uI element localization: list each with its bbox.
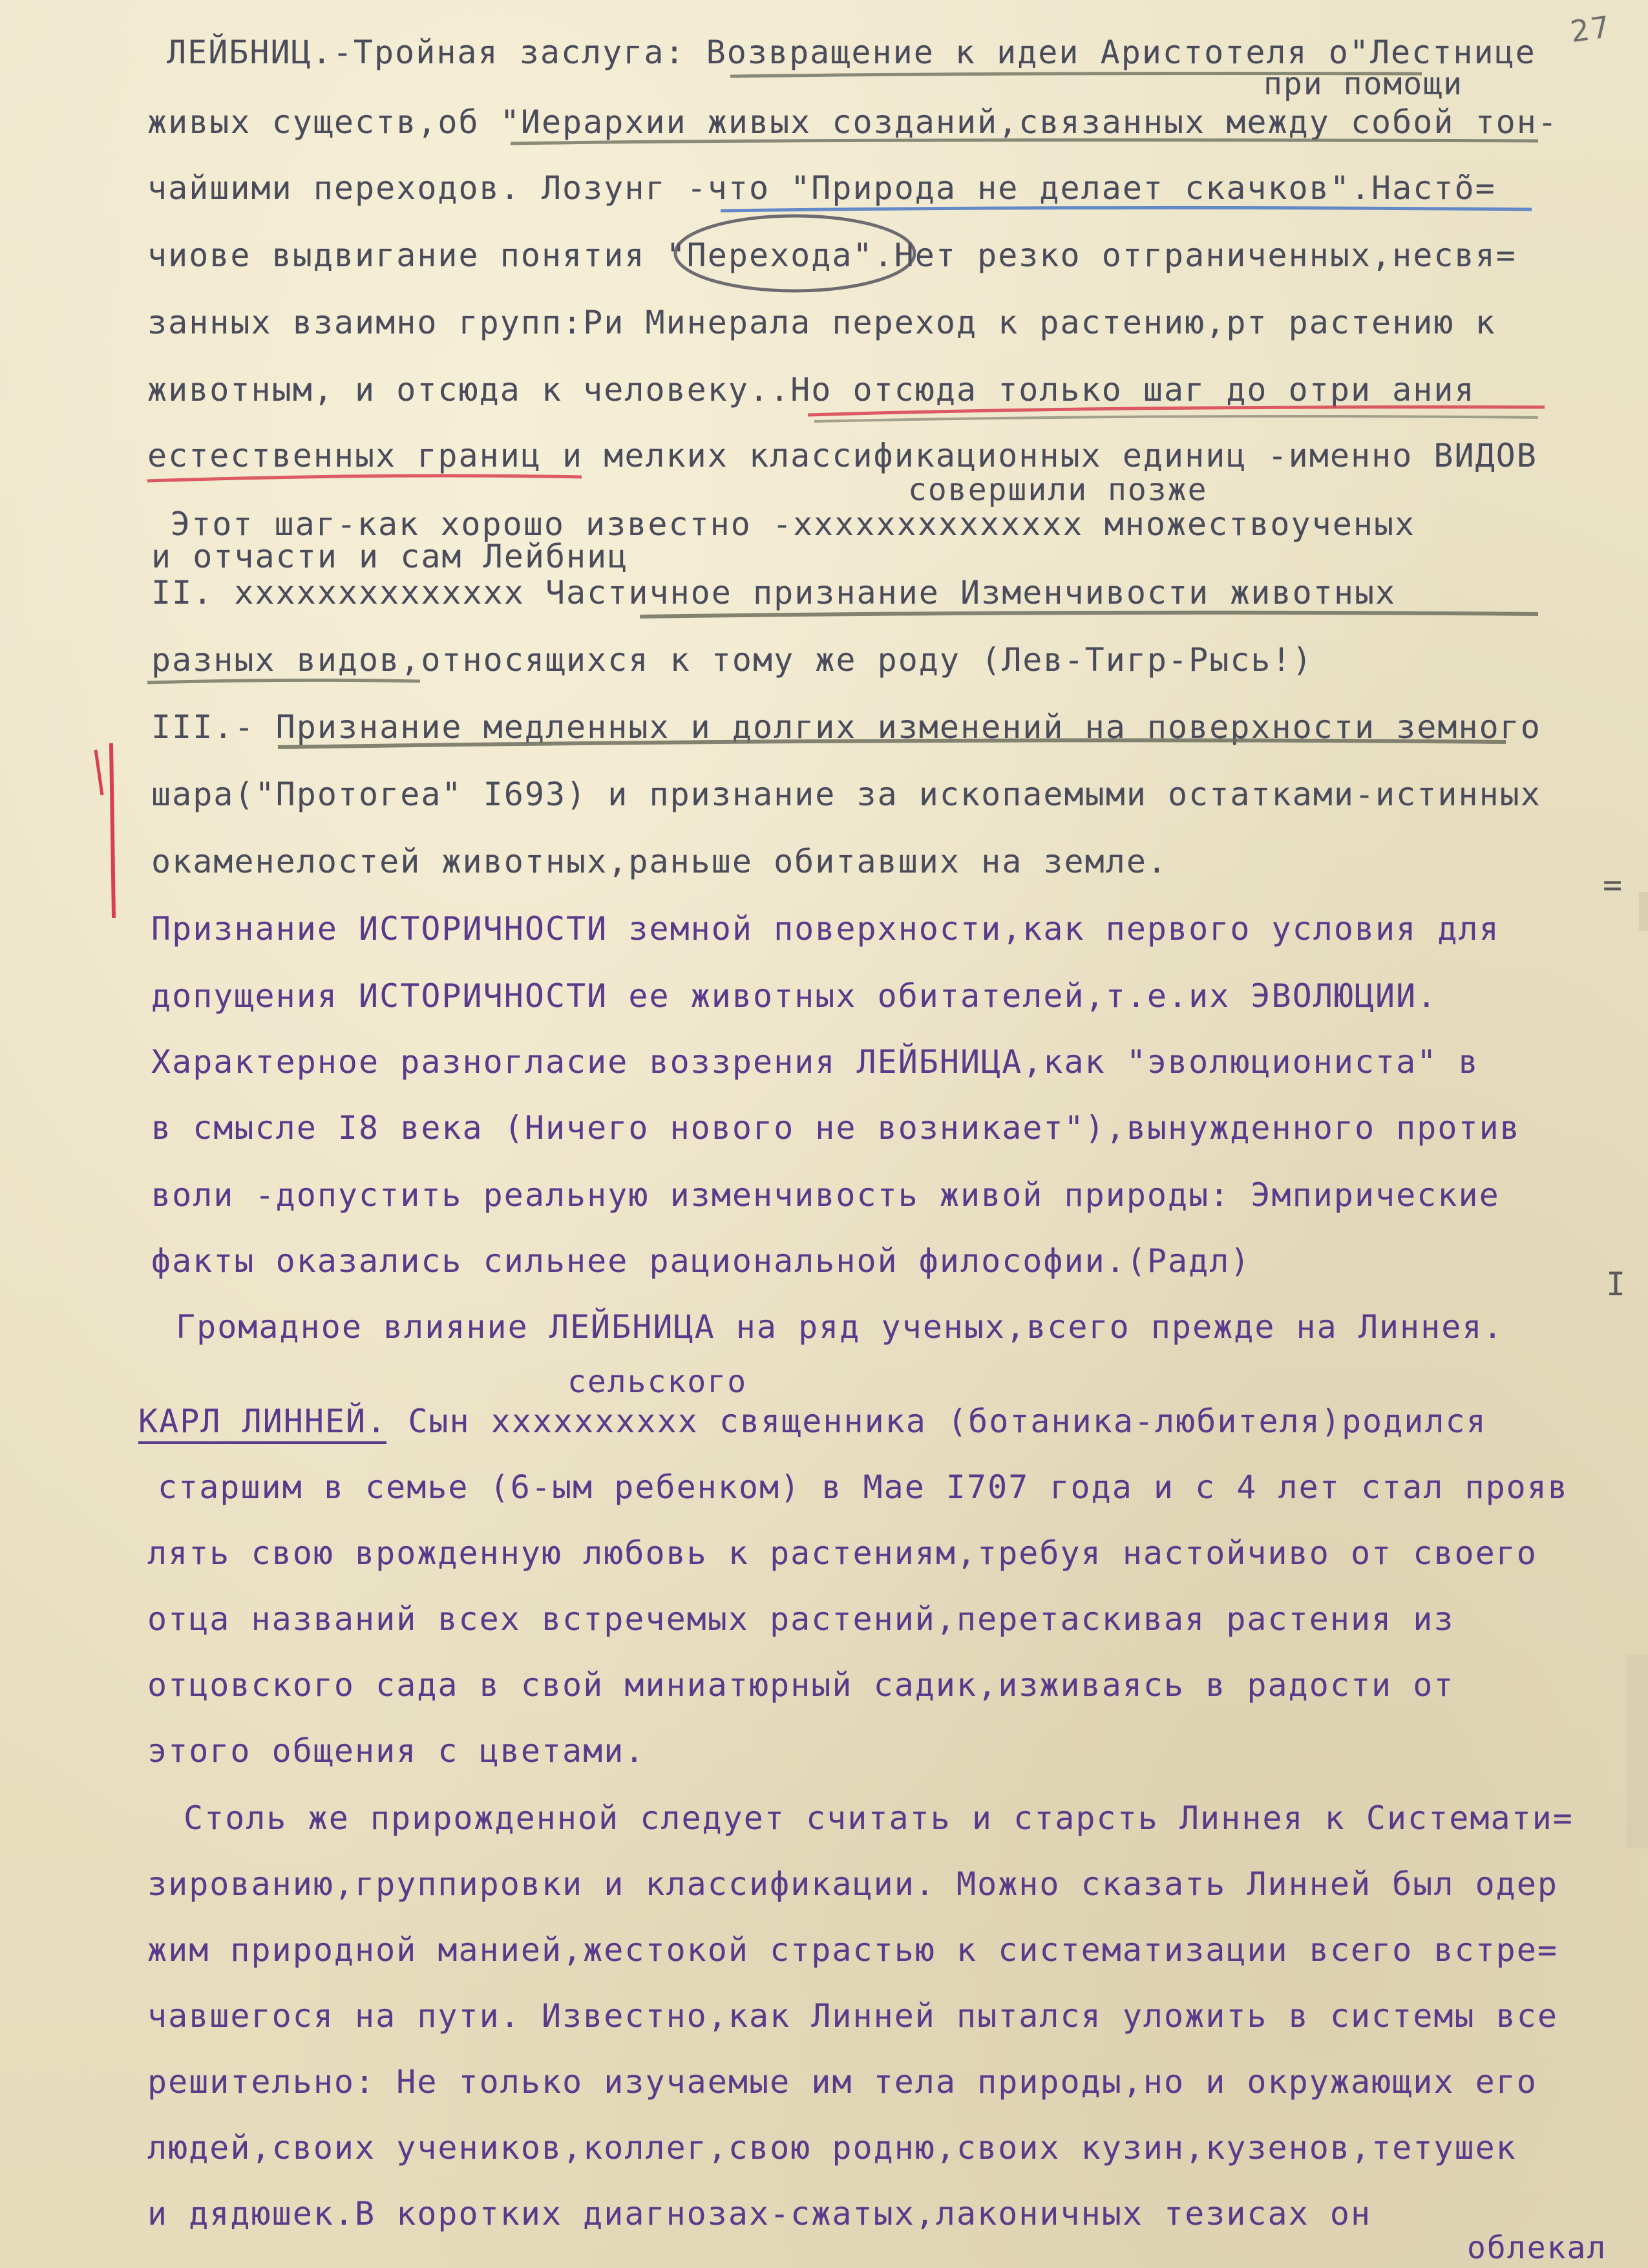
text-line-insert: совершили позже	[908, 472, 1208, 508]
text-line-insert: облекал	[1467, 2230, 1607, 2266]
text-line: чиове выдвигание понятия "Перехода".Нет резко отграниченных,несвя=	[147, 237, 1517, 274]
text-line: в смысле I8 века (Ничего нового не возникает"),вынужденного против	[151, 1109, 1521, 1147]
red-margin-bracket	[96, 750, 102, 795]
text-line: отцовского сада в свой миниатюрный садик,изживаясь в радости от	[147, 1666, 1455, 1704]
text-line: людей,своих учеников,коллег,свою родню,своих кузин,кузенов,тетушек	[147, 2129, 1517, 2167]
margin-mark: I	[1606, 1266, 1627, 1303]
red-underline	[147, 476, 582, 481]
text-line: и дядюшек.В коротких диагнозах-сжатых,лаконичных тезисах он	[147, 2195, 1372, 2232]
text-line: зированию,группировки и классификации. Можно сказать Линней был одер	[147, 1865, 1558, 1903]
text-line: II. хххххххххххххх Частичное признание Изменчивости животных	[151, 574, 1397, 611]
grey-underline	[511, 140, 1538, 143]
text-line: этого общения с цветами.	[147, 1732, 646, 1770]
text-line: окаменелостей животных,раньше обитавших на земле.	[151, 843, 1168, 880]
text-line: разных видов,относящихся к тому же роду (Лев-Тигр-Рысь!)	[151, 641, 1313, 679]
grey-underline	[730, 74, 1422, 77]
text-line: и отчасти и сам Лейбниц	[151, 538, 629, 575]
text-line: животным, и отсюда к человеку..Но отсюда только шаг до отри ания	[147, 371, 1475, 408]
text-line: естественных границ и мелких классификационных единиц -именно ВИДОВ	[147, 437, 1537, 474]
pencil-circle	[675, 216, 914, 291]
text-line: КАРЛ ЛИННЕЙ. Сын хххххххххх священника (ботаника-любителя)родился	[138, 1403, 1487, 1440]
text-line: чайшими переходов. Лозунг -что "Природа не делает скачков".Насто̃=	[147, 169, 1496, 207]
text-line: Характерное разногласие воззрения ЛЕЙБНИЦА,как "эволюциониста" в	[151, 1043, 1479, 1081]
text-line: Громадное влияние ЛЕЙБНИЦА на ряд ученых,всего прежде на Линнея.	[176, 1308, 1504, 1346]
text-line: допущения ИСТОРИЧНОСТИ ее животных обитателей,т.е.их ЭВОЛЮЦИИ.	[151, 977, 1438, 1015]
grey-underline	[147, 680, 420, 683]
text-line: III.- Признание медленных и долгих изменений на поверхности земного	[151, 708, 1541, 746]
text-line: старшим в семье (6-ым ребенком) в Мае I707 года и с 4 лет стал прояв	[158, 1468, 1569, 1506]
grey-underline	[814, 416, 1538, 421]
text-line: чавшегося на пути. Известно,как Линней пытался уложить в системы все	[147, 1997, 1558, 2035]
text-line: живых существ,об "Иерархии живых созданий,связанных между собой тон-	[147, 103, 1558, 141]
text-line: Столь же прирожденной следует считать и старсть Линнея к Системати=	[184, 1799, 1574, 1837]
text-line-insert: при помощи	[1263, 66, 1463, 102]
red-margin-bracket	[111, 743, 114, 918]
margin-mark: =	[1603, 866, 1624, 904]
text-line: воли -допустить реальную изменчивость живой природы: Эмпирические	[151, 1176, 1500, 1214]
grey-underline	[278, 740, 1506, 747]
text-line: решительно: Не только изучаемые им тела природы,но и окружающих его	[147, 2063, 1537, 2101]
text-line: Признание ИСТОРИЧНОСТИ земной поверхности,как первого условия для	[151, 910, 1500, 948]
text-line: занных взаимно групп:Ри Минерала переход к растению,рт растению к	[147, 304, 1496, 341]
text-line: отца названий всех встречемых растений,перетаскивая растения из	[147, 1600, 1455, 1638]
page-number: 27	[1568, 8, 1614, 50]
grey-underline	[640, 613, 1538, 617]
text-line: Этот шаг-как хорошо известно -хххххххххххххх множествоученых	[171, 505, 1416, 543]
text-line: жим природной манией,жестокой страстью к систематизации всего встре=	[147, 1931, 1558, 1969]
blue-underline	[721, 207, 1532, 211]
text-line: факты оказались сильнее рациональной философии.(Радл)	[151, 1242, 1251, 1280]
red-underline	[808, 407, 1545, 415]
text-line: лять свою врожденную любовь к растениям,требуя настойчиво от своего	[147, 1534, 1537, 1572]
text-line-insert: сельского	[567, 1364, 748, 1400]
text-line: шара("Протогеа" I693) и признание за ископаемыми остатками-истинных	[151, 776, 1541, 813]
text-line: ЛЕЙБНИЦ.-Тройная заслуга: Возвращение к идеи Аристотеля о"Лестнице	[167, 34, 1536, 71]
